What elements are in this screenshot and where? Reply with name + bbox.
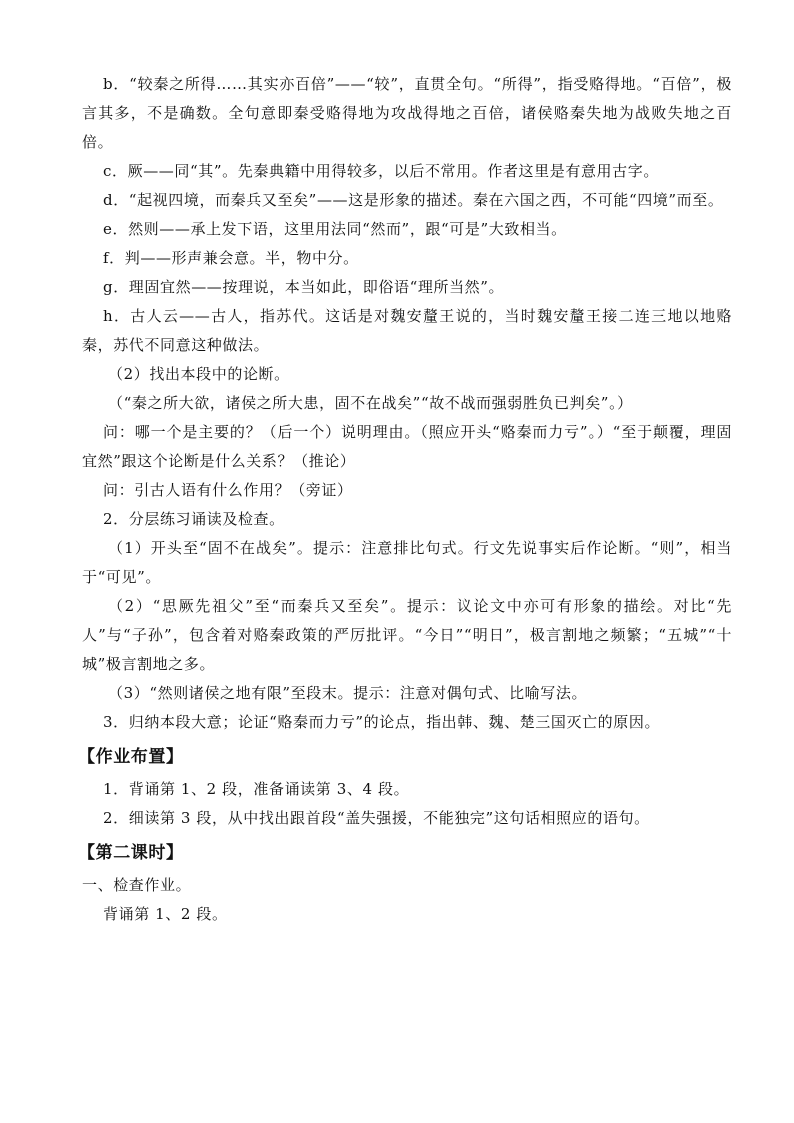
step-2: 2．分层练习诵读及检查。 bbox=[103, 510, 285, 528]
layer-2: （2）“思厥先祖父”至“而秦兵又至矣”。提示：议论文中亦可有形象的描绘。对比“先人”与“子孙”，包含着对赂秦政策的严厉批评。“今日”“明日”，极言割地之频繁；“五城”“十城”极言割地之多。 bbox=[82, 597, 732, 673]
note-g: g．理固宜然——按理说，本当如此，即俗语“理所当然”。 bbox=[103, 278, 505, 296]
ask-main-judgment: 问：哪一个是主要的？（后一个）说明理由。（照应开头“赂秦而力亏”。）“至于颠覆，理固宜然”跟这个论断是什么关系？（推论） bbox=[82, 423, 732, 470]
question-2-answer: （“秦之所大欲，诸侯之所大患，固不在战矣”“故不战而强弱胜负已判矣”。） bbox=[108, 394, 633, 412]
second-lesson-heading: 【第二课时】 bbox=[78, 843, 184, 863]
section-1-title: 一、检查作业。 bbox=[82, 876, 192, 894]
layer-1: （1）开头至“固不在战矣”。提示：注意排比句式。行文先说事实后作论断。“则”，相当于“可见”。 bbox=[82, 539, 732, 586]
note-f: f．判——形声兼会意。半，物中分。 bbox=[103, 249, 359, 267]
step-3: 3．归纳本段大意；论证“赂秦而力亏”的论点，指出韩、魏、楚三国灭亡的原因。 bbox=[103, 713, 661, 731]
homework-item-1: 1．背诵第 1、2 段，准备诵读第 3、4 段。 bbox=[103, 780, 410, 798]
question-2: （2）找出本段中的论断。 bbox=[108, 365, 290, 383]
layer-3: （3）“然则诸侯之地有限”至段末。提示：注意对偶句式、比喻写法。 bbox=[108, 684, 588, 702]
note-c: c．厥——同“其”。先秦典籍中用得较多，以后不常用。作者这里是有意用古字。 bbox=[103, 162, 659, 180]
ask-quotation-purpose: 问：引古人语有什么作用？（旁证） bbox=[103, 481, 353, 499]
homework-heading: 【作业布置】 bbox=[78, 747, 184, 767]
note-b: b．“较秦之所得……其实亦百倍”——“较”，直贯全句。“所得”，指受赂得地。“百倍”，极言其多，不是确数。全句意即秦受赂得地为攻战得地之百倍，诸侯赂秦失地为战败失地之百倍。 bbox=[82, 75, 732, 151]
section-1-task: 背诵第 1、2 段。 bbox=[103, 905, 228, 923]
note-d: d．“起视四境，而秦兵又至矣”——这是形象的描述。秦在六国之西，不可能“四境”而至。 bbox=[103, 191, 724, 209]
note-e: e．然则——承上发下语，这里用法同“然而”，跟“可是”大致相当。 bbox=[103, 220, 567, 238]
document-body bbox=[78, 70, 732, 929]
note-h: h．古人云——古人，指苏代。这话是对魏安釐王说的，当时魏安釐王接二连三地以地赂秦，苏代不同意这种做法。 bbox=[82, 307, 732, 354]
homework-item-2: 2．细读第 3 段，从中找出跟首段“盖失强援，不能独完”这句话相照应的语句。 bbox=[103, 809, 650, 827]
